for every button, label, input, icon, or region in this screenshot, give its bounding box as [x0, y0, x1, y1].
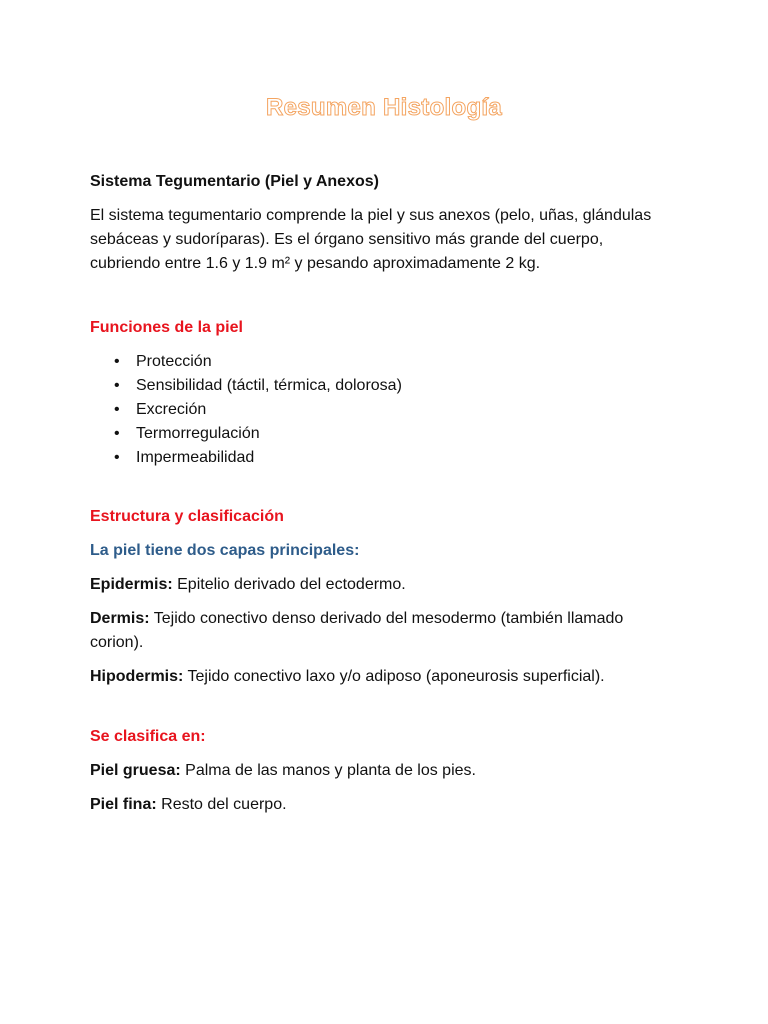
list-item [90, 422, 690, 446]
definition-term: Dermis: [90, 610, 150, 627]
bullet-icon: • [114, 425, 120, 442]
list-item-text: Sensibilidad (táctil, térmica, dolorosa) [136, 377, 402, 394]
definition-epidermis [90, 573, 690, 597]
definition-text: Epitelio derivado del ectodermo. [172, 576, 406, 593]
section-heading-estructura: Estructura y clasificación [90, 508, 284, 525]
bullet-icon: • [114, 353, 120, 370]
list-item [90, 374, 690, 398]
list-item-text: Excreción [136, 401, 207, 418]
document-body [90, 170, 690, 817]
list-item-text: Protección [136, 353, 212, 370]
list-item [90, 350, 690, 374]
definition-dermis [90, 607, 650, 655]
section-heading-sistema: Sistema Tegumentario (Piel y Anexos) [90, 173, 379, 190]
list-item [90, 398, 690, 422]
definition-text: Resto del cuerpo. [156, 796, 287, 813]
definition-text: Tejido conectivo denso derivado del mesodermo (también llamado corion). [90, 610, 624, 651]
definition-text: Palma de las manos y planta de los pies. [180, 762, 476, 779]
functions-list [90, 350, 690, 470]
document-title: Resumen Histología [265, 94, 503, 121]
bullet-icon: • [114, 377, 120, 394]
definition-hipodermis [90, 665, 690, 689]
list-item [90, 446, 690, 470]
section-heading-funciones: Funciones de la piel [90, 319, 243, 336]
list-item-text: Impermeabilidad [136, 449, 255, 466]
definition-term: Piel gruesa: [90, 762, 181, 779]
definition-term: Hipodermis: [90, 668, 184, 685]
bullet-icon: • [114, 449, 120, 466]
definition-text: Tejido conectivo laxo y/o adiposo (aponeurosis superficial). [183, 668, 605, 685]
definition-term: Piel fina: [90, 796, 157, 813]
section-heading-clasifica: Se clasifica en: [90, 728, 206, 745]
list-item-text: Termorregulación [136, 425, 260, 442]
intro-paragraph: El sistema tegumentario comprende la piel y sus anexos (pelo, uñas, glándulas sebáceas y sudoríparas). Es el órgano sensitivo más grande del cuerpo, cubriendo entre 1.6 y 1.9 m² y pesando aproximadamente 2 kg. [90, 207, 652, 272]
subheading-capas: La piel tiene dos capas principales: [90, 542, 360, 559]
definition-term: Epidermis: [90, 576, 173, 593]
definition-piel-fina [90, 793, 690, 817]
definition-piel-gruesa [90, 759, 690, 783]
bullet-icon: • [114, 401, 120, 418]
